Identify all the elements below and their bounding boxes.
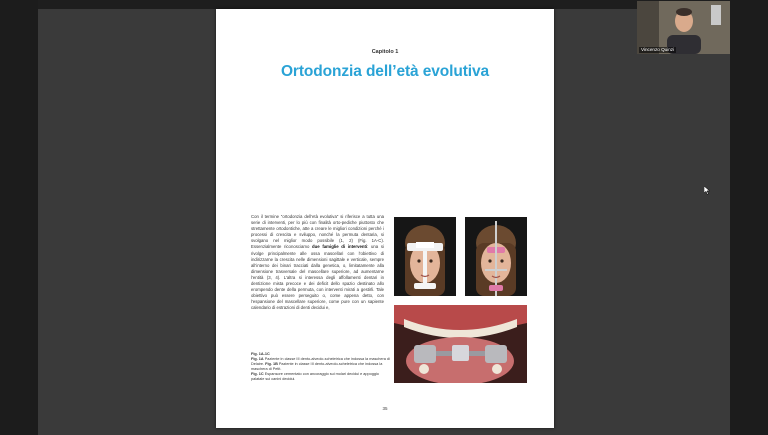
- body-rest: : una si rivolge principalmente alle ossa mascellari con l’obiettivo di indirizzarne la crescita nelle dimensioni sagittale e verticale, sempre all’interno dei binari tracciati dalla genetica, o, limitatamente alla dimensione trasversale del mascellare superiore, ad aumentarne l’entità (3, 4). L’altra si interessa degli affollamenti dentari in dentizione mista precoce e dei deficit dello spazio destinato allo erompendo dente della permuta, con interventi mirati a gestirli. Tale obiettivo può essere perseguito o, come appena detto, con l’espansione del mascellare superiore, come pure con un sapiente calendario di estrazioni di denti decidui e,: [251, 244, 384, 311]
- document-page: [216, 9, 554, 428]
- page-number: 35: [382, 406, 388, 411]
- caption-heading: Fig. 1A-1C: [251, 352, 270, 356]
- participant-name: Vincenzo Quinzi: [641, 47, 675, 52]
- body-paragraph: [251, 214, 384, 312]
- caption-c-text: Espansore cementato con ancoraggio sui molari decidui e appoggio palatale sui canini decidui.: [251, 372, 379, 382]
- caption-c-label: Fig. 1C: [251, 372, 264, 377]
- chapter-title: Ortodonzia dell’età evolutiva: [280, 63, 490, 80]
- webcam-tile[interactable]: [637, 1, 730, 54]
- mouse-pointer-icon: [704, 186, 710, 195]
- caption-b-text: Paziente in classe III dento-alveolo-scheletrica che indossa la maschera di Petit.: [251, 362, 383, 372]
- body-emphasis: due famiglie di interventi: [312, 244, 368, 250]
- caption-a-text: Paziente in classe III dento-alveolo-scheletrica che indossa la maschera di Delaire.: [251, 357, 390, 367]
- chapter-label: Capitolo 1: [371, 49, 399, 55]
- caption-a-label: Fig. 1A: [251, 357, 264, 362]
- left-margin: [0, 0, 38, 435]
- top-bar: [38, 0, 730, 9]
- body-intro: Con il termine “ortodonzia dell’età evolutiva” si riferisce a tutta una serie di interventi, per lo più con finalità orto-pediche piuttosto che strettamente ortodontiche, atte a creare le migliori condizioni perché i processi di crescita e sviluppo, nonché la permuta dentaria, si svolgano nel miglior modo possibile (1, 2) (Fig. 1A-C). Essenzialmente riconosciamo: [251, 214, 384, 250]
- photo-petit-mask: [465, 217, 527, 296]
- figure-caption: [251, 352, 391, 383]
- photo-delaire-mask: [394, 217, 456, 296]
- caption-b-label: Fig. 1B: [265, 362, 278, 367]
- right-margin: [730, 0, 768, 435]
- photo-palatal-expander: [394, 305, 527, 383]
